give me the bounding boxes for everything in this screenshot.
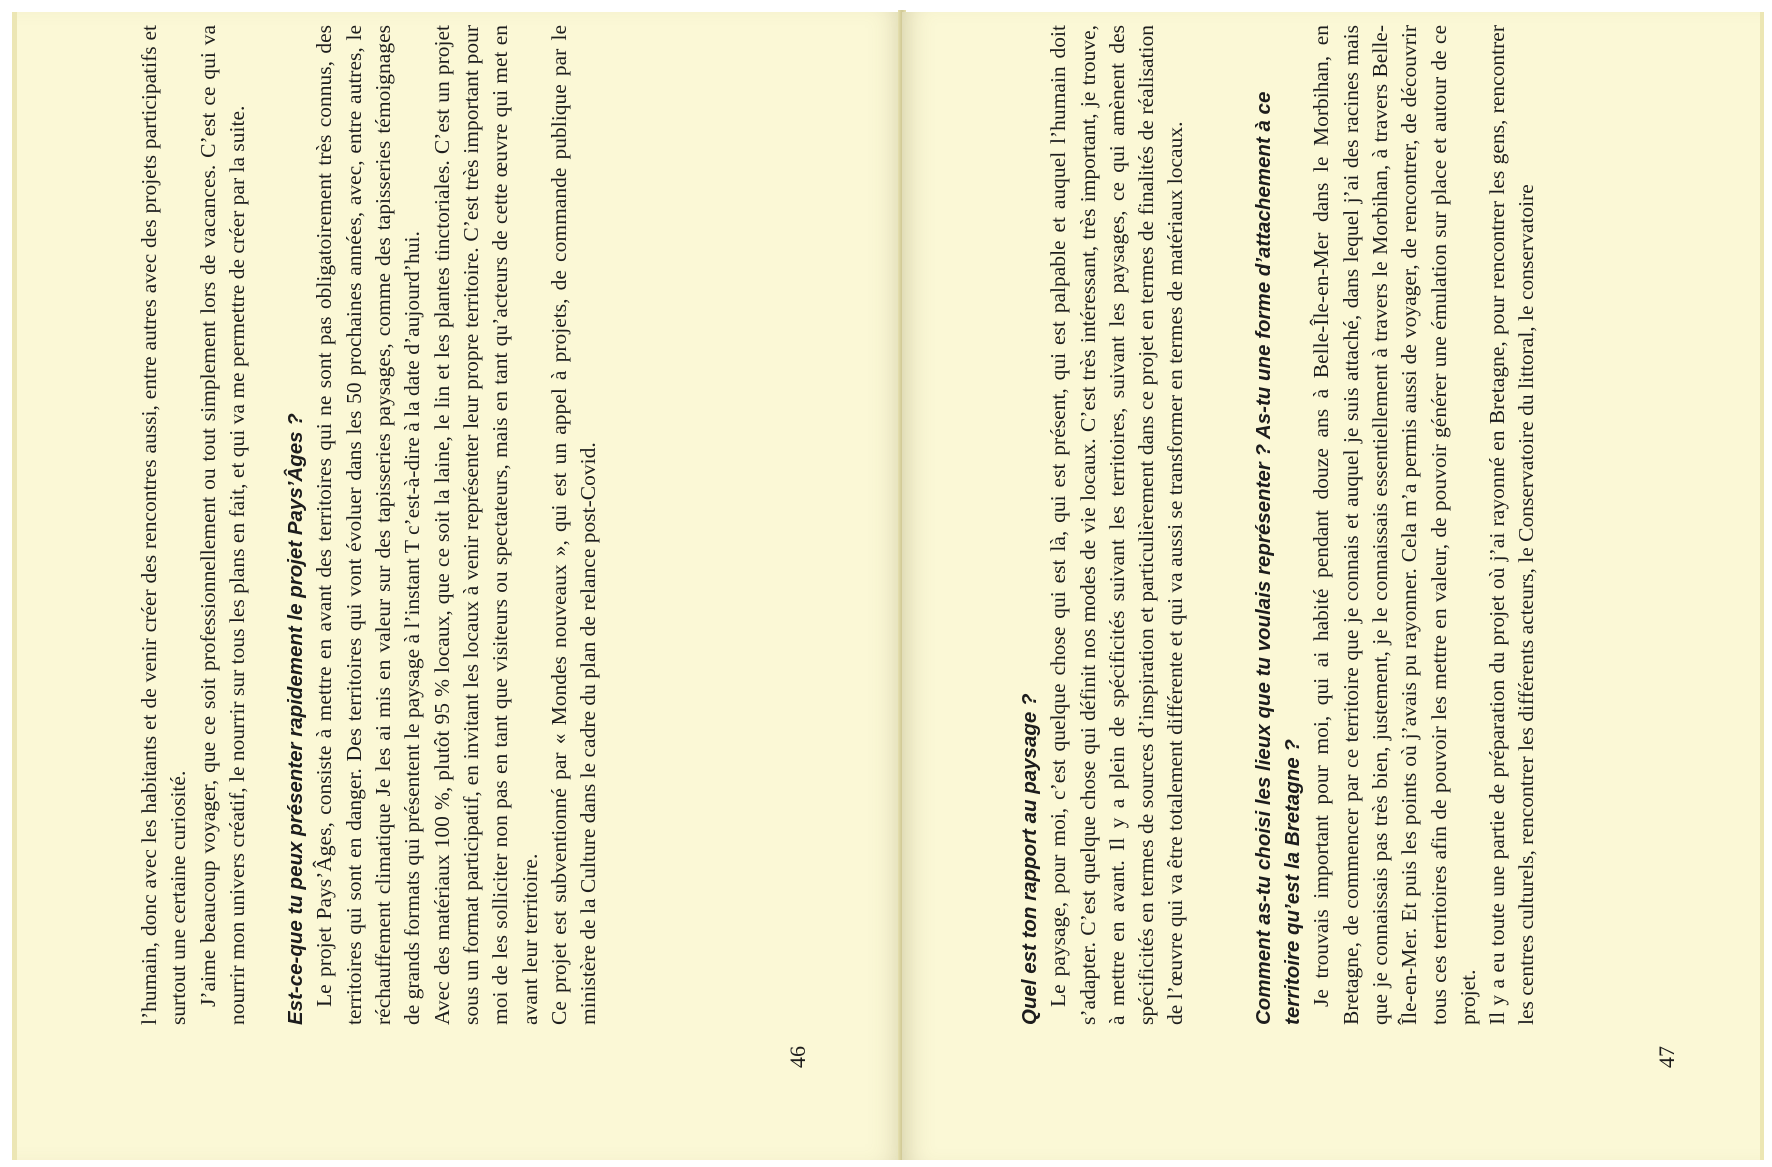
right-page-text [1015,25,1542,1025]
intro-paragraph-2: J’aime beaucoup voyager, que ce soit professionnellement ou tout simplement lors de vacances. C’est ce qui va nourrir mon univers créatif, le nourrir sur tous les plans en fait, et qui va me permettre de créer par la suite. [195,25,249,1025]
answer-paragraph-3: Ce projet est subventionné par « Mondes nouveaux », qui est un appel à projets, de commande publique par le ministère de la Culture dans le cadre du plan de relance post-Covid. [546,25,601,1025]
left-page-text [135,25,603,1025]
answer-paysage: Le paysage, pour moi, c’est quelque chose qui est là, qui est présent, qui est palpable et auquel l’humain doit s’adapter. C’est quelque chose qui définit nos modes de vie locaux. C’est très intéressant, très important, je trouve, à mettre en avant. Il y a plein de spécificités suivant les territoires, suivant les paysages, ce qui amènent des spécificités en termes de sources d’inspiration et particulièrement dans ce projet en termes de finalités de réalisation de l’œuvre qui va être totalement différente et qui va aussi se transformer en termes de matériaux locaux. [1046,25,1188,1025]
page-number-left: 46 [785,1046,810,1068]
answer-bretagne-1: Je trouvais important pour moi, qui ai habité pendant douze ans à Belle-Île-en-Mer dans le Morbihan, en Bretagne, de commencer par ce territoire que je connais et auquel je suis attaché, dans lequel j’ai des racines mais que je connaissais pas très bien, justement, je le connaissais essentiellement à travers le Morbihan, à travers Belle-Île-en-Mer. Et puis les points où j’avais pu rayonner. Cela m’a permis aussi de voyager, de rencontrer, de découvrir tous ces territoires afin de pouvoir les mettre en valeur, de pouvoir générer une émulation sur place et autour de ce projet. [1309,25,1480,1025]
question-paysage: Quel est ton rapport au paysage ? [1018,693,1041,1025]
question-bretagne: Comment as-tu choisi les lieux que tu voulais représenter ? As-tu une forme d’attachement à ce territoire qu’est la Bretagne ? [1251,91,1305,1025]
question-pays-ages: Est-ce-que tu peux présenter rapidement le projet Pays’Âges ? [284,413,308,1025]
page-number-right: 47 [1654,1046,1679,1068]
intro-paragraph-1: l’humain, donc avec les habitants et de venir créer des rencontres aussi, entre autres avec des projets participatifs et surtout une certaine curiosité. [137,25,191,1025]
answer-bretagne-2: Il y a eu toute une partie de préparation du projet où j’ai rayonné en Bretagne, pour rencontrer les gens, rencontrer les centres culturels, rencontrer les différents acteurs, le Conservatoire du littoral, le conservatoire [1485,25,1539,1025]
answer-paragraph-2: Avec des matériaux 100 %, plutôt 95 % locaux, que ce soit la laine, le lin et les plantes tinctoriales. C’est un projet sous un format participatif, en invitant les locaux à venir représenter leur propre territoire. C’est très important pour moi de les solliciter non pas en tant que visiteurs ou spectateurs, mais en tant qu’acteurs de cette œuvre qui met en avant leur territoire. [429,25,542,1025]
answer-paragraph-1: Le projet Pays’Âges, consiste à mettre en avant des territoires qui ne sont pas obligatoirement très connus, des territoires qui sont en danger. Des territoires qui vont évoluer dans les 50 prochaines années, avec, entre autres, le réchauffement climatique Je les ai mis en valeur sur des tapisseries paysages, comme des tapisseries témoignages de grands formats qui présentent le paysage à l’instant T c’est-à-dire à la date d’aujourd’hui. [312,25,425,1025]
